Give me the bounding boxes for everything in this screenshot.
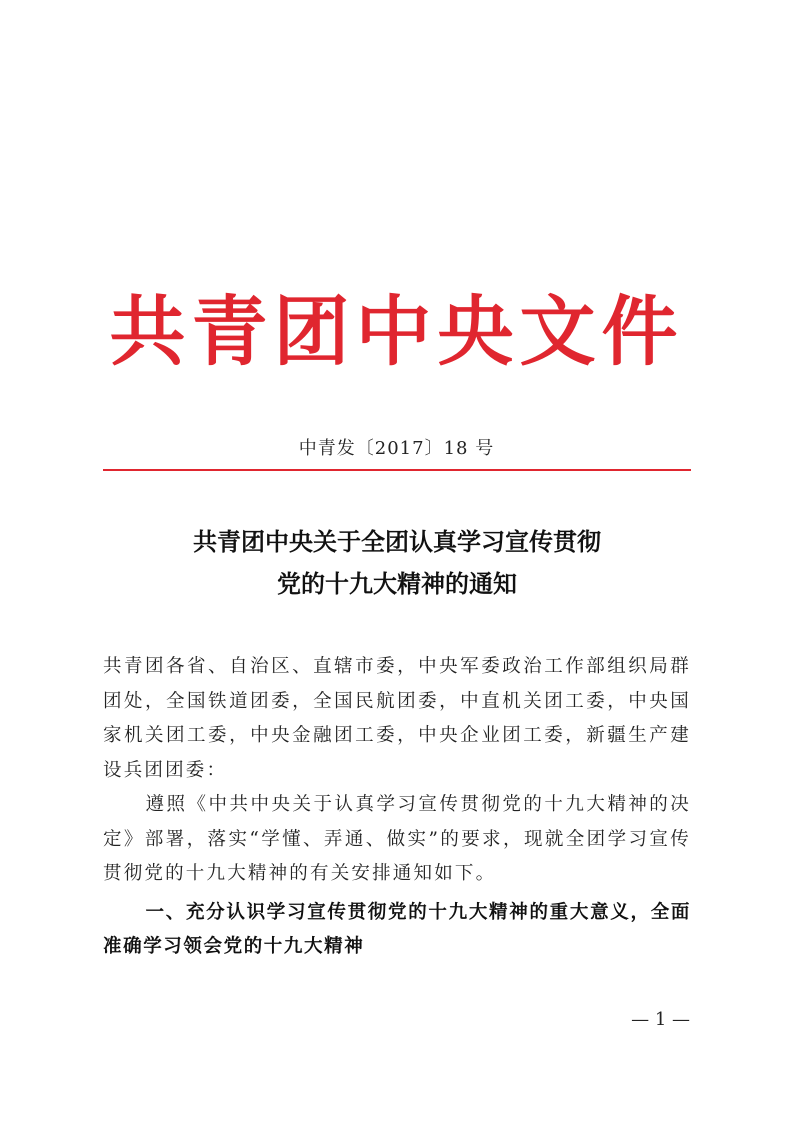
recipients-paragraph: 共青团各省、自治区、直辖市委，中央军委政治工作部组织局群团处，全国铁道团委，全国民航团委，中直机关团工委，中央国家机关团工委，中央金融团工委，中央企业团工委，新疆生产建设兵团团委：: [103, 656, 691, 781]
notice-title-line-1: 共青团中央关于全团认真学习宣传贯彻: [193, 527, 601, 556]
notice-title-line-2: 党的十九大精神的通知: [277, 569, 517, 598]
page-number: — 1 —: [631, 1009, 690, 1030]
section-1-heading: 一、充分认识学习宣传贯彻党的十九大精神的重大意义，全面准确学习领会党的十九大精神: [103, 901, 691, 957]
document-number: 中青发〔2017〕18 号: [298, 438, 495, 459]
red-divider-line: [103, 469, 691, 471]
notice-title: [103, 521, 691, 605]
intro-paragraph: 遵照《中共中央关于认真学习宣传贯彻党的十九大精神的决定》部署，落实“学懂、弄通、做实”的要求，现就全团学习宣传贯彻党的十九大精神的有关安排通知如下。: [103, 794, 691, 884]
document-body: [103, 650, 691, 965]
masthead-title: 共青团中央文件: [109, 287, 684, 376]
